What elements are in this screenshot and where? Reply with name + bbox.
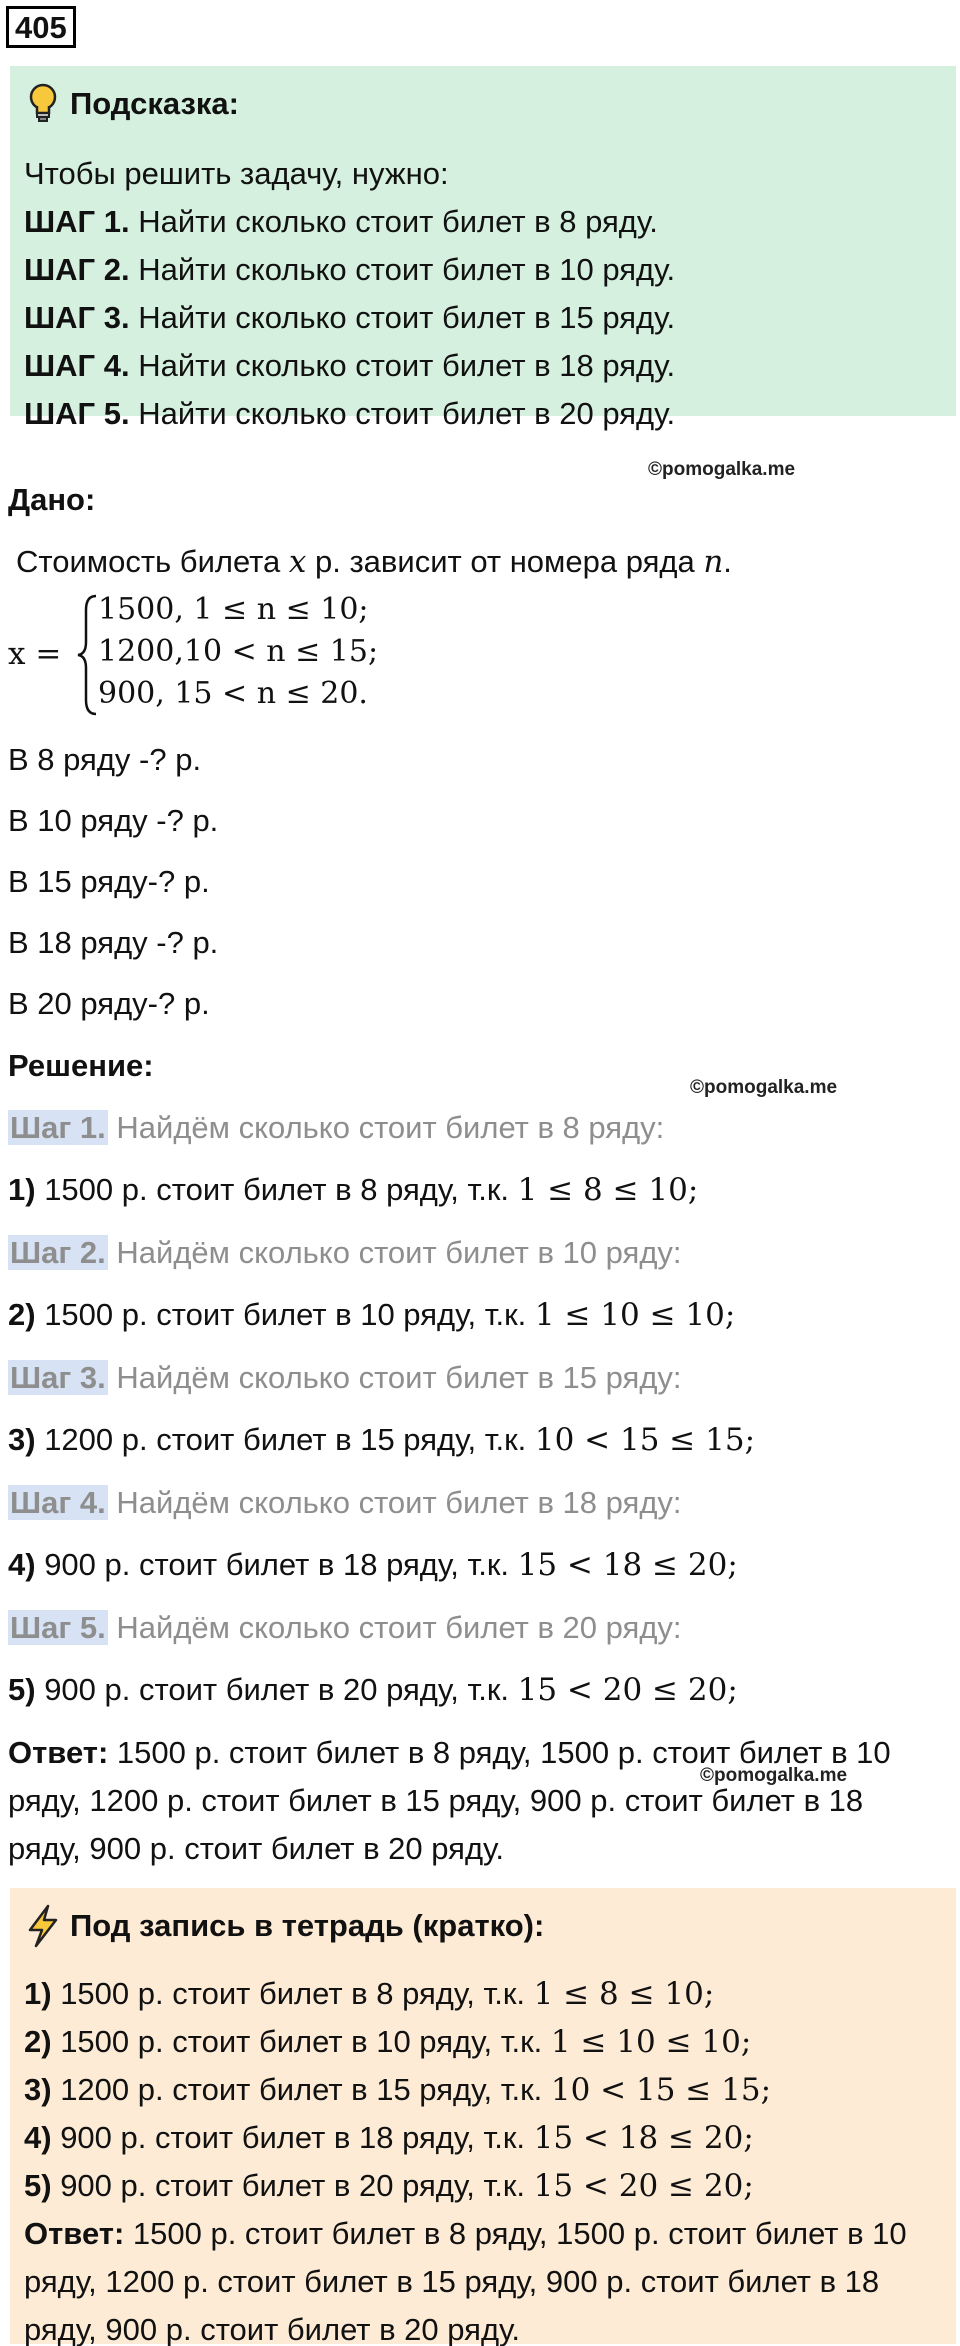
hint-step: ШАГ 5. Найти сколько стоит билет в 20 ряду.	[24, 396, 676, 431]
answer-line: ряду, 900 р. стоит билет в 20 ряду.	[8, 1831, 505, 1866]
notebook-answer: Ответ: 1500 р. стоит билет в 8 ряду, 1500 р. стоит билет в 10	[24, 2216, 907, 2251]
notebook-answer: ряду, 1200 р. стоит билет в 15 ряду, 900 р. стоит билет в 18	[24, 2264, 880, 2299]
notebook-lines	[24, 1970, 940, 2346]
hint-title: Подсказка:	[70, 85, 239, 121]
watermark: ©pomogalka.me	[690, 1077, 838, 1098]
solution-step-heading: Шаг 2. Найдём сколько стоит билет в 10 ряду:	[10, 1235, 682, 1270]
solution-step-line: 3) 1200 р. стоит билет в 15 ряду, т.к. 10 < 15 ≤ 15;	[8, 1422, 756, 1458]
hint-step: ШАГ 2. Найти сколько стоит билет в 10 ряду.	[24, 252, 676, 287]
lightbulb-icon	[24, 82, 62, 126]
notebook-title: Под запись в тетрадь (кратко):	[70, 1907, 545, 1943]
question: В 20 ряду-? р.	[8, 986, 210, 1021]
notebook-line: 3) 1200 р. стоит билет в 15 ряду, т.к. 10 < 15 ≤ 15;	[24, 2072, 772, 2108]
solution-step-line: 4) 900 р. стоит билет в 18 ряду, т.к. 15 < 18 ≤ 20;	[8, 1547, 738, 1583]
task-number: 405	[6, 6, 76, 48]
solution-step-heading: Шаг 3. Найдём сколько стоит билет в 15 ряду:	[10, 1360, 682, 1395]
case-3: 900, 15 < n ≤ 20.	[98, 676, 368, 711]
piecewise-system	[8, 590, 428, 720]
solution-title: Решение:	[8, 1048, 154, 1083]
x-equals: x =	[8, 636, 62, 672]
question: В 15 ряду-? р.	[8, 864, 210, 899]
solution-step-heading: Шаг 5. Найдём сколько стоит билет в 20 ряду:	[10, 1610, 682, 1645]
question: В 18 ряду -? р.	[8, 925, 219, 960]
notebook-line: 4) 900 р. стоит билет в 18 ряду, т.к. 15 < 18 ≤ 20;	[24, 2120, 754, 2156]
hint-box	[10, 66, 956, 431]
given-statement: Стоимость билета x р. зависит от номера ряда n.	[16, 544, 732, 580]
notebook-line: 5) 900 р. стоит билет в 20 ряду, т.к. 15 < 20 ≤ 20;	[24, 2168, 754, 2204]
lightning-icon	[24, 1904, 62, 1948]
left-brace	[76, 592, 100, 718]
solution-step-line: 1) 1500 р. стоит билет в 8 ряду, т.к. 1 ≤ 8 ≤ 10;	[8, 1172, 699, 1208]
hint-lines	[24, 150, 940, 438]
notebook-line: 2) 1500 р. стоит билет в 10 ряду, т.к. 1 ≤ 10 ≤ 10;	[24, 2024, 752, 2060]
notebook-line: 1) 1500 р. стоит билет в 8 ряду, т.к. 1 ≤ 8 ≤ 10;	[24, 1976, 715, 2012]
solution-step-heading: Шаг 4. Найдём сколько стоит билет в 18 ряду:	[10, 1485, 682, 1520]
hint-header	[24, 76, 940, 132]
notebook-box	[10, 1888, 956, 2344]
case-2: 1200,10 < n ≤ 15;	[98, 634, 379, 669]
answer-line: Ответ: 1500 р. стоит билет в 8 ряду, 1500 р. стоит билет в 10	[8, 1735, 891, 1770]
case-1: 1500, 1 ≤ n ≤ 10;	[98, 592, 369, 627]
hint-intro: Чтобы решить задачу, нужно:	[24, 156, 449, 191]
given-title: Дано:	[8, 482, 96, 517]
notebook-answer: ряду, 900 р. стоит билет в 20 ряду.	[24, 2312, 521, 2346]
solution-step-line: 5) 900 р. стоит билет в 20 ряду, т.к. 15 < 20 ≤ 20;	[8, 1672, 738, 1708]
question: В 10 ряду -? р.	[8, 803, 219, 838]
notebook-header	[24, 1898, 940, 1954]
solution-step-line: 2) 1500 р. стоит билет в 10 ряду, т.к. 1 ≤ 10 ≤ 10;	[8, 1297, 736, 1333]
watermark: ©pomogalka.me	[700, 1765, 848, 1786]
watermark: ©pomogalka.me	[648, 459, 796, 480]
solution-step-heading: Шаг 1. Найдём сколько стоит билет в 8 ряду:	[10, 1110, 665, 1145]
question: В 8 ряду -? р.	[8, 742, 202, 777]
hint-step: ШАГ 4. Найти сколько стоит билет в 18 ряду.	[24, 348, 676, 383]
hint-step: ШАГ 1. Найти сколько стоит билет в 8 ряду.	[24, 204, 658, 239]
hint-step: ШАГ 3. Найти сколько стоит билет в 15 ряду.	[24, 300, 676, 335]
answer-line: ряду, 1200 р. стоит билет в 15 ряду, 900 р. стоит билет в 18	[8, 1783, 864, 1818]
